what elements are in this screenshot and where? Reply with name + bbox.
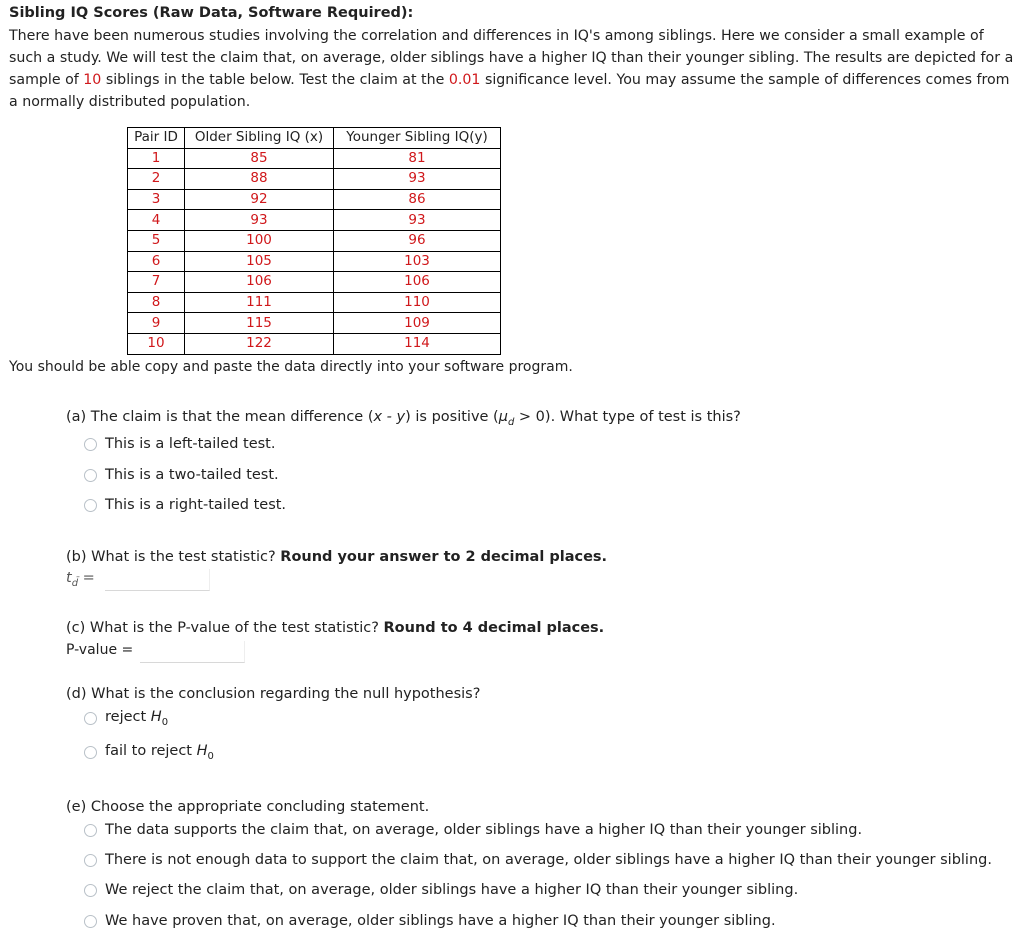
table-row <box>128 148 501 169</box>
radio-button[interactable] <box>84 824 97 837</box>
option-label <box>105 743 214 762</box>
older-iq-cell: 93 <box>185 210 334 231</box>
option-left-tailed[interactable] <box>84 436 275 452</box>
pair-id-cell: 6 <box>128 251 185 272</box>
qc-instruction: Round to 4 decimal places. <box>383 620 605 636</box>
qd-reject-h: H <box>150 709 162 725</box>
table-row <box>128 230 501 251</box>
pair-id-cell: 7 <box>128 272 185 293</box>
header-older-iq: Older Sibling IQ (x) <box>185 128 334 149</box>
younger-iq-cell: 81 <box>334 148 501 169</box>
sibling-iq-table <box>127 127 501 355</box>
qb-text: (b) What is the test statistic? <box>66 549 281 565</box>
radio-button[interactable] <box>84 499 97 512</box>
older-iq-cell: 105 <box>185 251 334 272</box>
pair-id-cell: 1 <box>128 148 185 169</box>
option-label: This is a right-tailed test. <box>105 497 287 513</box>
older-iq-cell: 115 <box>185 313 334 334</box>
table-row <box>128 313 501 334</box>
pair-id-cell: 8 <box>128 292 185 313</box>
option-label: There is not enough data to support the claim that, on average, older siblings have a higher IQ than their younger sibling. <box>105 852 992 868</box>
option-fail-to-reject-h0[interactable] <box>84 743 214 762</box>
option-label: We reject the claim that, on average, older siblings have a higher IQ than their younger sibling. <box>105 882 799 898</box>
younger-iq-cell: 110 <box>334 292 501 313</box>
table-row <box>128 169 501 190</box>
qd-fail-h: H <box>196 743 208 759</box>
header-younger-iq: Younger Sibling IQ(y) <box>334 128 501 149</box>
radio-button[interactable] <box>84 854 97 867</box>
pair-id-cell: 3 <box>128 189 185 210</box>
older-iq-cell: 85 <box>185 148 334 169</box>
table-row <box>128 333 501 354</box>
younger-iq-cell: 109 <box>334 313 501 334</box>
table-row <box>128 210 501 231</box>
older-iq-cell: 111 <box>185 292 334 313</box>
problem-intro <box>9 25 1014 113</box>
option-label: This is a left-tailed test. <box>105 436 276 452</box>
option-right-tailed[interactable] <box>84 497 286 513</box>
younger-iq-cell: 103 <box>334 251 501 272</box>
test-statistic-input[interactable] <box>105 569 210 591</box>
option-not-enough-data[interactable] <box>84 852 992 868</box>
pair-id-cell: 5 <box>128 230 185 251</box>
younger-iq-cell: 93 <box>334 169 501 190</box>
younger-iq-cell: 96 <box>334 230 501 251</box>
younger-iq-cell: 86 <box>334 189 501 210</box>
p-value-label: P-value = <box>66 642 134 658</box>
pair-id-cell: 4 <box>128 210 185 231</box>
intro-text-2: siblings in the table below. Test the claim at the <box>101 72 449 88</box>
pair-id-cell: 9 <box>128 313 185 334</box>
younger-iq-cell: 93 <box>334 210 501 231</box>
qb-t-sub: d̄ <box>71 577 79 589</box>
qd-reject-sub: 0 <box>161 716 169 728</box>
qa-mu-sub: d <box>507 416 515 428</box>
option-reject-claim[interactable] <box>84 882 798 898</box>
pair-id-cell: 2 <box>128 169 185 190</box>
table-header-row <box>128 128 501 149</box>
problem-title: Sibling IQ Scores (Raw Data, Software Required): <box>9 5 414 21</box>
older-iq-cell: 122 <box>185 333 334 354</box>
question-b <box>66 549 607 565</box>
intro-text-1: There have been numerous studies involving the correlation and differences in IQ's among siblings. Here we consider a small example of such a study. We will test the claim that, on average, older siblings have a higher IQ than their younger sibling. The results are depicted for a sample of <box>9 28 1014 88</box>
option-label: The data supports the claim that, on average, older siblings have a higher IQ than their younger sibling. <box>105 822 863 838</box>
older-iq-cell: 106 <box>185 272 334 293</box>
radio-button[interactable] <box>84 712 97 725</box>
copy-paste-note: You should be able copy and paste the data directly into your software program. <box>9 359 573 375</box>
qb-eq: = <box>78 570 95 586</box>
table-row <box>128 251 501 272</box>
table-row <box>128 272 501 293</box>
older-iq-cell: 100 <box>185 230 334 251</box>
sample-size: 10 <box>83 72 102 88</box>
option-label: This is a two-tailed test. <box>105 467 279 483</box>
radio-button[interactable] <box>84 884 97 897</box>
question-c <box>66 620 604 636</box>
qd-reject-text: reject <box>105 709 151 725</box>
option-data-supports-claim[interactable] <box>84 822 862 838</box>
option-label <box>105 709 168 728</box>
older-iq-cell: 88 <box>185 169 334 190</box>
pair-id-cell: 10 <box>128 333 185 354</box>
option-reject-h0[interactable] <box>84 709 168 728</box>
younger-iq-cell: 106 <box>334 272 501 293</box>
qa-text-post: > 0). What type of test is this? <box>514 409 741 425</box>
question-a <box>66 409 741 428</box>
option-two-tailed[interactable] <box>84 467 279 483</box>
option-proven-claim[interactable] <box>84 913 776 929</box>
question-d: (d) What is the conclusion regarding the null hypothesis? <box>66 686 481 702</box>
younger-iq-cell: 114 <box>334 333 501 354</box>
header-pair-id: Pair ID <box>128 128 185 149</box>
qa-mu: μ <box>498 409 508 425</box>
older-iq-cell: 92 <box>185 189 334 210</box>
radio-button[interactable] <box>84 915 97 928</box>
radio-button[interactable] <box>84 438 97 451</box>
intro-text-3: significance level. You may assume the sample of differences comes from a normally distributed population. <box>9 72 1010 110</box>
test-statistic-label <box>66 570 95 589</box>
question-e: (e) Choose the appropriate concluding statement. <box>66 799 430 815</box>
qa-text-pre: (a) The claim is that the mean difference ( <box>66 409 374 425</box>
qb-instruction: Round your answer to 2 decimal places. <box>280 549 608 565</box>
option-label: We have proven that, on average, older siblings have a higher IQ than their younger sibling. <box>105 913 776 929</box>
radio-button[interactable] <box>84 469 97 482</box>
qc-text: (c) What is the P-value of the test statistic? <box>66 620 384 636</box>
qa-text-mid: ) is positive ( <box>405 409 499 425</box>
qb-t: t <box>66 570 72 586</box>
qa-xy: x - y <box>373 409 406 425</box>
table-row <box>128 292 501 313</box>
p-value-input[interactable] <box>140 641 245 663</box>
qd-fail-sub: 0 <box>207 750 214 762</box>
significance-level: 0.01 <box>448 72 481 88</box>
radio-button[interactable] <box>84 746 97 759</box>
qd-fail-text: fail to reject <box>105 743 197 759</box>
table-row <box>128 189 501 210</box>
